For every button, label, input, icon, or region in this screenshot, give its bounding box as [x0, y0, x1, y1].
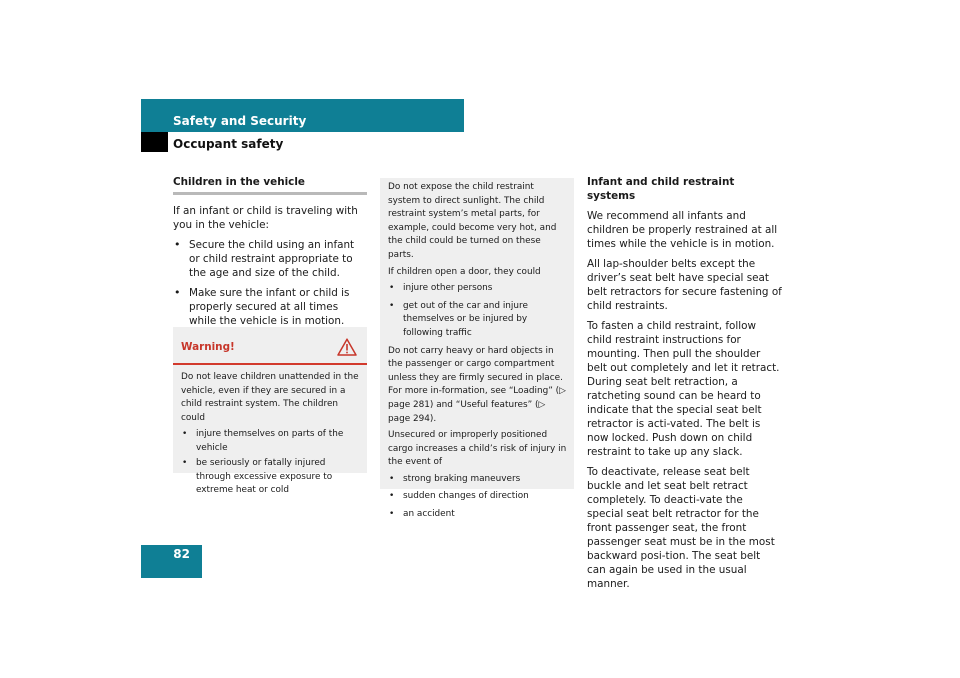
list-item: • be seriously or fatally injured through excessive exposure to extreme heat or cold	[181, 457, 359, 498]
list-item: • sudden changes of direction	[388, 490, 567, 504]
paragraph: All lap-shoulder belts except the driver’s seat belt have special seat belt retractors for secure fastening of child restraints.	[587, 258, 782, 312]
header-marker	[141, 132, 168, 152]
section-heading-children: Children in the vehicle	[173, 176, 305, 188]
door-bullet-list	[388, 282, 567, 340]
page-subtitle: Occupant safety	[173, 137, 284, 151]
warning-text: Do not leave children unattended in the vehicle, even if they are secured in a child restraint system. The children could	[181, 372, 359, 423]
notice-paragraph-loading: Do not carry heavy or hard objects in the passenger or cargo compartment unless they are firmly secured in place. For more in-formation, see “Loading” (▷ page 281) and “Useful features” (▷ page 294).	[388, 345, 566, 424]
notice-body	[380, 178, 574, 522]
column-right	[587, 175, 782, 597]
warning-box	[173, 327, 367, 495]
warning-header	[173, 327, 367, 365]
warning-triangle-icon	[337, 338, 357, 356]
warning-bullet-list	[181, 428, 359, 498]
paragraph: To fasten a child restraint, follow child restraint instructions for mounting. Then pull the shoulder belt out completely and let it retract. During seat belt retraction, a ratcheting sound can be heard to indicate that the special seat belt retractor is acti-vated. The belt is now locked. Push down on child restraint to take up any slack.	[587, 320, 780, 458]
heading-rule	[173, 192, 367, 195]
notice-box	[380, 178, 574, 520]
notice-paragraph-sunlight: Do not expose the child restraint system to direct sunlight. The child restraint system’s metal parts, for example, could become very hot, and the child could be turned on these parts.	[388, 182, 557, 260]
list-item: • Secure the child using an infant or child restraint appropriate to the age and size of the child.	[173, 238, 367, 280]
list-item: • Make sure the infant or child is properly secured at all times while the vehicle is in motion.	[173, 286, 367, 328]
warning-title: Warning!	[181, 341, 235, 353]
notice-paragraph-doors: If children open a door, they could	[388, 266, 541, 277]
list-item: • get out of the car and injure themselves or be injured by following traffic	[388, 300, 567, 341]
warning-body	[173, 365, 367, 498]
list-item: • an accident	[388, 508, 567, 522]
paragraph: We recommend all infants and children be properly restrained at all times while the vehicle is in motion.	[587, 210, 778, 250]
list-item: • injure themselves on parts of the vehicle	[181, 428, 359, 455]
section-heading-restraints: Infant and child restraint systems	[587, 176, 735, 202]
cargo-bullet-list	[388, 473, 567, 522]
list-item: • strong braking maneuvers	[388, 473, 567, 487]
column-left	[173, 175, 367, 334]
notice-paragraph-cargo: Unsecured or improperly positioned cargo increases a child’s risk of injury in the event of	[388, 430, 567, 468]
section-title: Safety and Security	[173, 114, 307, 128]
paragraph: To deactivate, release seat belt buckle and let seat belt retract completely. To deacti-vate the special seat belt retractor for the front passenger seat, the front passenger seat must be in the most backward posi-tion. The seat belt can again be used in the usual manner.	[587, 466, 775, 590]
children-bullet-list	[173, 238, 367, 328]
list-item: • injure other persons	[388, 282, 567, 296]
intro-paragraph: If an infant or child is traveling with you in the vehicle:	[173, 205, 358, 231]
page-number: 82	[173, 547, 190, 561]
